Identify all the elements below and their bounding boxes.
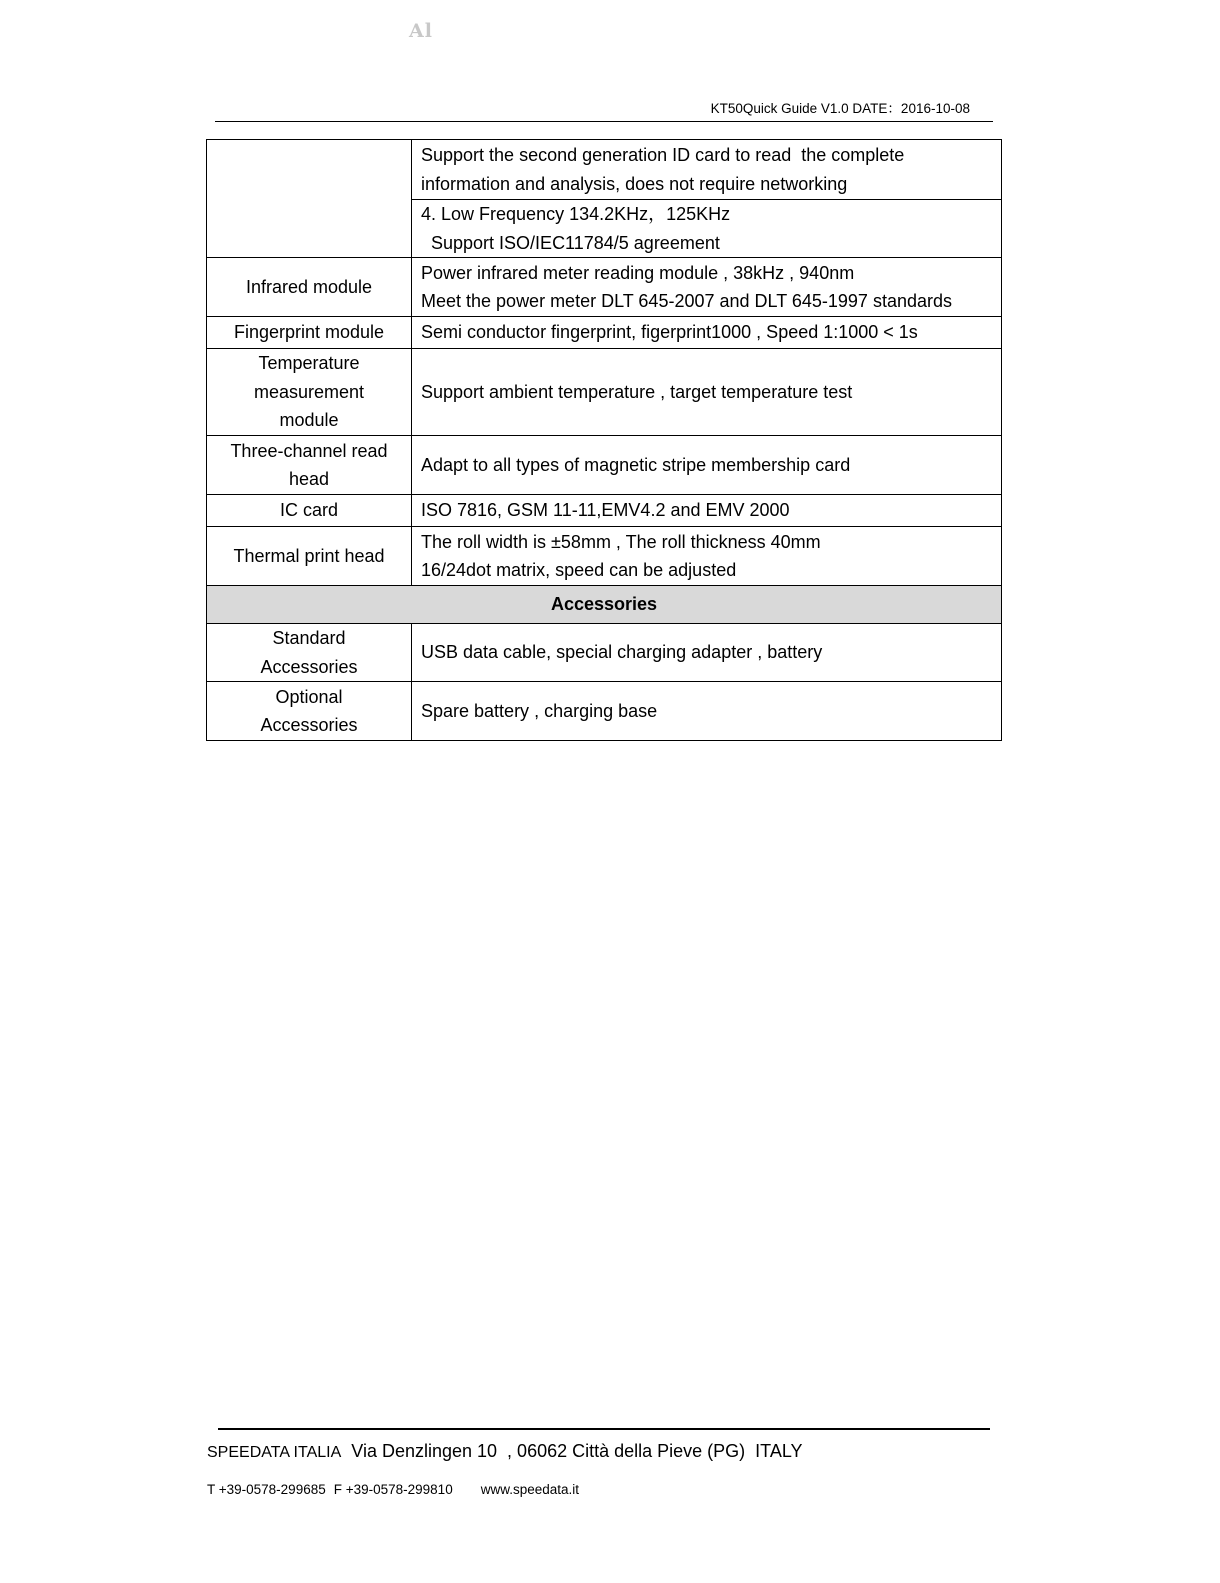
section-heading-accessories: Accessories (207, 586, 1002, 624)
footer-contact-line (207, 1482, 579, 1497)
document-header: KT50Quick Guide V1.0 DATE：2016-10-08 (710, 101, 970, 116)
spec-table (206, 139, 1002, 741)
spec-value-line: Support the second generation ID card to read the complete (421, 145, 905, 165)
spec-value-cell: USB data cable, special charging adapter , battery (412, 624, 1002, 682)
spec-value-line: information and analysis, does not require networking (421, 173, 848, 194)
spec-label-optional-accessories: Optional Accessories (207, 682, 412, 741)
spec-value-cell (412, 200, 1002, 258)
spec-value-line: Power infrared meter reading module , 38kHz , 940nm (421, 262, 855, 283)
spec-label-print-head: Thermal print head (207, 527, 412, 586)
table-row (207, 258, 1002, 317)
spec-value-cell (412, 258, 1002, 317)
spec-value-cell (412, 436, 1002, 495)
spec-value-cell (412, 140, 1002, 200)
spec-value-line: Support ISO/IEC11784/5 agreement (421, 232, 720, 253)
spec-label-infrared: Infrared module (207, 258, 412, 317)
spec-label-standard-accessories: Standard Accessories (207, 624, 412, 682)
table-row (207, 682, 1002, 741)
spec-label-read-head: Three-channel read head (207, 436, 412, 495)
header-divider (215, 121, 993, 122)
spec-value-line: Semi conductor fingerprint, figerprint1000 , Speed 1:1000 < 1s (421, 322, 918, 343)
footer-address-line (207, 1441, 803, 1462)
footer-phone: T +39-0578-299685 (207, 1482, 326, 1497)
spec-value-line: 4. Low Frequency 134.2KHz，125KHz (421, 204, 731, 224)
table-row (207, 527, 1002, 586)
table-row (207, 317, 1002, 349)
spec-value-line: 16/24dot matrix, speed can be adjusted (421, 560, 737, 580)
footer-company: SPEEDATA ITALIA (207, 1444, 342, 1461)
spec-value-line: Meet the power meter DLT 645-2007 and DLT 645-1997 standards (421, 291, 952, 311)
spec-value-line: Adapt to all types of magnetic stripe membership card (421, 454, 851, 475)
table-row (207, 349, 1002, 436)
table-row (207, 140, 1002, 200)
spec-value-cell (412, 349, 1002, 436)
spec-value-cell (412, 495, 1002, 527)
spec-value-line: Support ambient temperature , target temperature test (421, 381, 853, 402)
spec-value-cell: Spare battery , charging base (412, 682, 1002, 741)
spec-value-line: ISO 7816, GSM 11-11,EMV4.2 and EMV 2000 (421, 500, 790, 521)
footer-website-link[interactable]: www.speedata.it (480, 1482, 580, 1497)
table-row (207, 495, 1002, 527)
footer-fax: F +39-0578-299810 (333, 1482, 453, 1497)
footer-divider (218, 1428, 990, 1430)
table-row (207, 436, 1002, 495)
watermark-logo: Al (409, 20, 433, 42)
footer-address: Via Denzlingen 10 , 06062 Città della Pieve (PG) ITALY (351, 1441, 803, 1461)
spec-value-cell (412, 527, 1002, 586)
spec-label-cell (207, 140, 412, 258)
spec-value-cell (412, 317, 1002, 349)
spec-label-fingerprint: Fingerprint module (207, 317, 412, 349)
spec-label-ic-card: IC card (207, 495, 412, 527)
table-row (207, 624, 1002, 682)
spec-label-temperature: Temperature measurement module (207, 349, 412, 436)
section-row (207, 586, 1002, 624)
spec-value-line: The roll width is ±58mm , The roll thickness 40mm (421, 531, 821, 552)
